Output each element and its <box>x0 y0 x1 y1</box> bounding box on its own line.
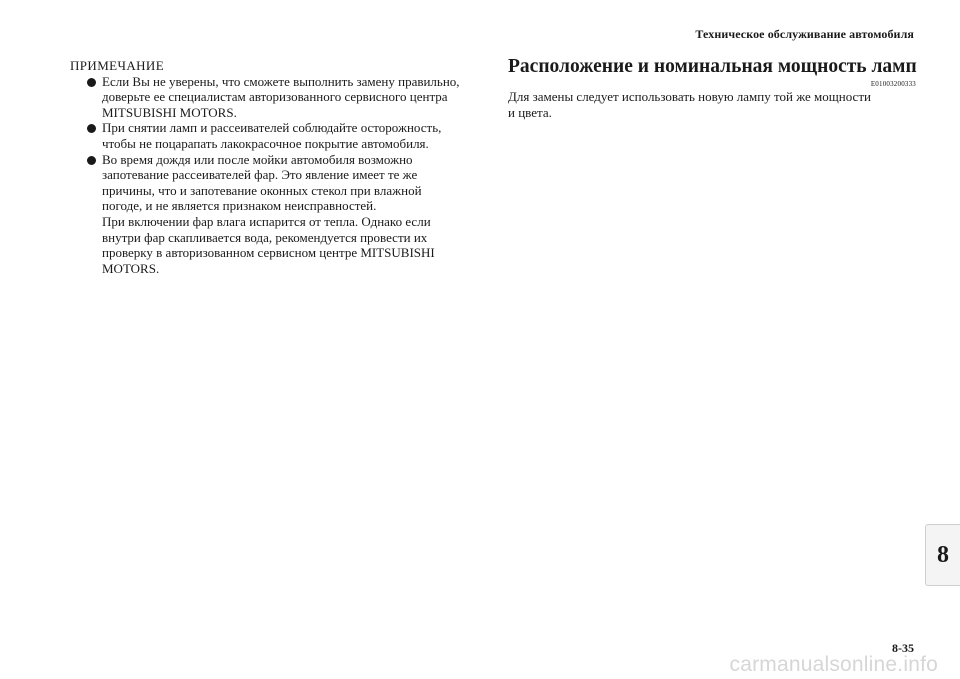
note-heading: ПРИМЕЧАНИЕ <box>70 58 165 73</box>
bullet-icon <box>87 156 96 165</box>
chapter-tab <box>925 524 960 586</box>
note-line: При снятии ламп и рассеивателей соблюдайте осторожность, <box>102 120 442 136</box>
note-item <box>70 152 490 277</box>
lamp-section <box>508 55 918 120</box>
bullet-icon <box>87 78 96 87</box>
note-line: погоде, и не является признаком неисправностей. <box>102 198 377 214</box>
section-body <box>508 89 918 120</box>
bullet-icon <box>87 124 96 133</box>
note-item <box>70 74 490 121</box>
note-block <box>70 58 490 276</box>
note-line: MITSUBISHI MOTORS. <box>102 104 237 120</box>
watermark: carmanualsonline.info <box>729 653 938 676</box>
chapter-number: 8 <box>937 541 949 568</box>
section-title: Расположение и номинальная мощность ламп <box>508 56 917 77</box>
section-body-line: и цвета. <box>508 104 552 120</box>
note-line: проверку в авторизованном сервисном центре MITSUBISHI <box>102 245 435 261</box>
note-line: чтобы не поцарапать лакокрасочное покрытие автомобиля. <box>102 135 429 151</box>
page-number: 8-35 <box>892 641 914 655</box>
note-line: запотевание рассеивателей фар. Это явление имеет те же <box>102 167 418 183</box>
note-line: доверьте ее специалистам авторизованного сервисного центра <box>102 89 448 105</box>
note-line: Если Вы не уверены, что сможете выполнить замену правильно, <box>102 73 460 89</box>
note-line: MOTORS. <box>102 260 160 276</box>
note-line: внутри фар скапливается вода, рекомендуется провести их <box>102 229 428 245</box>
note-line: причины, что и запотевание оконных стекол при влажной <box>102 182 422 198</box>
section-body-line: Для замены следует использовать новую лампу той же мощности <box>508 89 871 104</box>
running-header: Техническое обслуживание автомобиля <box>695 27 914 41</box>
section-code: E01003200333 <box>870 80 916 88</box>
note-line: Во время дождя или после мойки автомобиля возможно <box>102 151 413 167</box>
note-item <box>70 120 490 151</box>
note-line: При включении фар влага испарится от тепла. Однако если <box>102 213 431 229</box>
